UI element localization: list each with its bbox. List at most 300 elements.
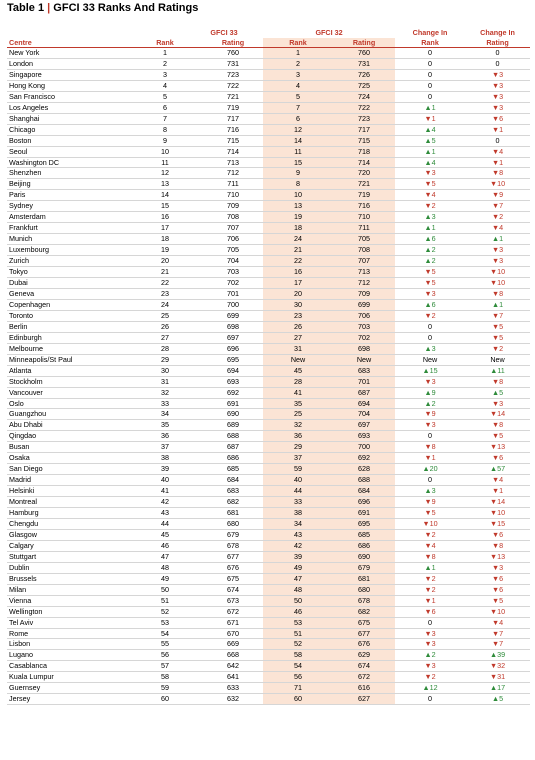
rank-32: 28 bbox=[263, 376, 333, 387]
change-rating: ▼7 bbox=[465, 201, 530, 212]
rating-32: 707 bbox=[333, 256, 395, 267]
rank-32: 29 bbox=[263, 442, 333, 453]
rank-32: 35 bbox=[263, 398, 333, 409]
rank-33: 37 bbox=[127, 442, 203, 453]
rating-33: 677 bbox=[203, 551, 263, 562]
centre-name: Milan bbox=[7, 584, 127, 595]
rating-33: 679 bbox=[203, 529, 263, 540]
header-centre: Centre bbox=[7, 38, 127, 48]
change-rank: 0 bbox=[395, 69, 465, 80]
change-rank: ▼3 bbox=[395, 420, 465, 431]
table-row bbox=[7, 409, 530, 420]
rank-32: 71 bbox=[263, 683, 333, 694]
rating-32: 672 bbox=[333, 672, 395, 683]
rating-32: 679 bbox=[333, 562, 395, 573]
table-row bbox=[7, 683, 530, 694]
rank-32: 53 bbox=[263, 617, 333, 628]
rank-32: 24 bbox=[263, 234, 333, 245]
change-rating: ▲39 bbox=[465, 650, 530, 661]
rank-33: 49 bbox=[127, 573, 203, 584]
rating-32: 716 bbox=[333, 201, 395, 212]
rating-32: 676 bbox=[333, 639, 395, 650]
centre-name: Jersey bbox=[7, 694, 127, 705]
rating-33: 695 bbox=[203, 354, 263, 365]
rank-32: 42 bbox=[263, 540, 333, 551]
table-row bbox=[7, 201, 530, 212]
change-rank: ▼5 bbox=[395, 278, 465, 289]
centre-name: Glasgow bbox=[7, 529, 127, 540]
centre-name: Minneapolis/St Paul bbox=[7, 354, 127, 365]
rating-32: 683 bbox=[333, 365, 395, 376]
rank-33: 24 bbox=[127, 299, 203, 310]
table-row bbox=[7, 69, 530, 80]
centre-name: Guernsey bbox=[7, 683, 127, 694]
change-rating: ▼10 bbox=[465, 278, 530, 289]
rank-33: 60 bbox=[127, 694, 203, 705]
rating-33: 678 bbox=[203, 540, 263, 551]
rank-33: 5 bbox=[127, 91, 203, 102]
rating-32: 693 bbox=[333, 431, 395, 442]
rank-33: 25 bbox=[127, 310, 203, 321]
rank-33: 30 bbox=[127, 365, 203, 376]
change-rank: ▼3 bbox=[395, 288, 465, 299]
rating-33: 685 bbox=[203, 464, 263, 475]
rank-32: 31 bbox=[263, 343, 333, 354]
rank-32: 22 bbox=[263, 256, 333, 267]
centre-name: Guangzhou bbox=[7, 409, 127, 420]
rank-33: 39 bbox=[127, 464, 203, 475]
rank-33: 29 bbox=[127, 354, 203, 365]
rating-32: 710 bbox=[333, 212, 395, 223]
rating-32: 682 bbox=[333, 606, 395, 617]
rating-32: 724 bbox=[333, 91, 395, 102]
change-rank: ▲4 bbox=[395, 124, 465, 135]
change-rating: ▼10 bbox=[465, 179, 530, 190]
change-rating: ▼7 bbox=[465, 310, 530, 321]
rating-32: 722 bbox=[333, 102, 395, 113]
change-rank: ▼3 bbox=[395, 168, 465, 179]
rank-32: 15 bbox=[263, 157, 333, 168]
rank-32: 1 bbox=[263, 48, 333, 59]
change-rank: ▼1 bbox=[395, 595, 465, 606]
change-rating: ▼8 bbox=[465, 376, 530, 387]
rank-33: 59 bbox=[127, 683, 203, 694]
rating-32: 629 bbox=[333, 650, 395, 661]
rank-32: 21 bbox=[263, 245, 333, 256]
rank-33: 42 bbox=[127, 497, 203, 508]
table-title-text: GFCI 33 Ranks And Ratings bbox=[53, 2, 199, 14]
change-rank: ▲3 bbox=[395, 486, 465, 497]
table-row bbox=[7, 486, 530, 497]
change-rank: ▼10 bbox=[395, 518, 465, 529]
table-row bbox=[7, 267, 530, 278]
table-row bbox=[7, 672, 530, 683]
centre-name: Frankfurt bbox=[7, 223, 127, 234]
change-rank: 0 bbox=[395, 431, 465, 442]
centre-name: Lugano bbox=[7, 650, 127, 661]
rank-33: 19 bbox=[127, 245, 203, 256]
rank-32: 26 bbox=[263, 321, 333, 332]
change-rank: ▼2 bbox=[395, 310, 465, 321]
rating-32: 694 bbox=[333, 398, 395, 409]
header-rating32: Rating bbox=[333, 38, 395, 48]
change-rank: ▲1 bbox=[395, 562, 465, 573]
rating-33: 716 bbox=[203, 124, 263, 135]
rank-33: 50 bbox=[127, 584, 203, 595]
change-rank: ▼4 bbox=[395, 190, 465, 201]
change-rating: ▼6 bbox=[465, 113, 530, 124]
table-row bbox=[7, 278, 530, 289]
rank-32: 40 bbox=[263, 475, 333, 486]
centre-name: Kuala Lumpur bbox=[7, 672, 127, 683]
rank-33: 13 bbox=[127, 179, 203, 190]
rank-32: 44 bbox=[263, 486, 333, 497]
rating-33: 714 bbox=[203, 146, 263, 157]
rank-32: 10 bbox=[263, 190, 333, 201]
change-rank: 0 bbox=[395, 332, 465, 343]
change-rank: ▼2 bbox=[395, 584, 465, 595]
change-rating: ▼3 bbox=[465, 69, 530, 80]
header-rating33: Rating bbox=[203, 38, 263, 48]
rank-33: 22 bbox=[127, 278, 203, 289]
change-rating: ▼3 bbox=[465, 562, 530, 573]
rating-32: 616 bbox=[333, 683, 395, 694]
rating-33: 676 bbox=[203, 562, 263, 573]
change-rating: ▼1 bbox=[465, 486, 530, 497]
header-rank33: Rank bbox=[127, 38, 203, 48]
rank-33: 34 bbox=[127, 409, 203, 420]
rank-32: 59 bbox=[263, 464, 333, 475]
rank-33: 52 bbox=[127, 606, 203, 617]
change-rank: ▲15 bbox=[395, 365, 465, 376]
centre-name: New York bbox=[7, 48, 127, 59]
table-row bbox=[7, 420, 530, 431]
rank-32: 47 bbox=[263, 573, 333, 584]
rank-33: 12 bbox=[127, 168, 203, 179]
change-rating: ▲57 bbox=[465, 464, 530, 475]
rating-33: 704 bbox=[203, 256, 263, 267]
rank-32: 39 bbox=[263, 551, 333, 562]
change-rank: ▼5 bbox=[395, 179, 465, 190]
change-rank: ▲3 bbox=[395, 212, 465, 223]
centre-name: Oslo bbox=[7, 398, 127, 409]
centre-name: Berlin bbox=[7, 321, 127, 332]
centre-name: Boston bbox=[7, 135, 127, 146]
rating-33: 682 bbox=[203, 497, 263, 508]
change-rating: ▼10 bbox=[465, 267, 530, 278]
table-row bbox=[7, 387, 530, 398]
rating-32: 674 bbox=[333, 661, 395, 672]
rating-33: 717 bbox=[203, 113, 263, 124]
rank-32: New bbox=[263, 354, 333, 365]
rating-32: 708 bbox=[333, 245, 395, 256]
table-row bbox=[7, 508, 530, 519]
rating-32: 627 bbox=[333, 694, 395, 705]
change-rank: ▼5 bbox=[395, 508, 465, 519]
centre-name: Stockholm bbox=[7, 376, 127, 387]
centre-name: Busan bbox=[7, 442, 127, 453]
table-row bbox=[7, 91, 530, 102]
centre-name: Shenzhen bbox=[7, 168, 127, 179]
centre-name: San Francisco bbox=[7, 91, 127, 102]
table-row bbox=[7, 464, 530, 475]
rank-33: 14 bbox=[127, 190, 203, 201]
table-row bbox=[7, 124, 530, 135]
rank-32: 25 bbox=[263, 409, 333, 420]
change-rating: ▼8 bbox=[465, 168, 530, 179]
centre-name: Singapore bbox=[7, 69, 127, 80]
table-row bbox=[7, 113, 530, 124]
rank-32: 3 bbox=[263, 69, 333, 80]
rank-32: 52 bbox=[263, 639, 333, 650]
rank-33: 3 bbox=[127, 69, 203, 80]
rating-33: 673 bbox=[203, 595, 263, 606]
change-rating: ▼3 bbox=[465, 245, 530, 256]
header-gfci32: GFCI 32 bbox=[315, 28, 343, 37]
rating-33: 711 bbox=[203, 179, 263, 190]
rating-33: 722 bbox=[203, 80, 263, 91]
change-rating: ▼13 bbox=[465, 442, 530, 453]
table-row bbox=[7, 168, 530, 179]
rank-33: 27 bbox=[127, 332, 203, 343]
change-rank: ▼2 bbox=[395, 573, 465, 584]
change-rating: ▼7 bbox=[465, 639, 530, 650]
rank-32: 17 bbox=[263, 278, 333, 289]
rating-33: 675 bbox=[203, 573, 263, 584]
header-rank-sub: Rank bbox=[395, 38, 465, 48]
rank-33: 58 bbox=[127, 672, 203, 683]
rating-33: 642 bbox=[203, 661, 263, 672]
change-rank: ▲6 bbox=[395, 234, 465, 245]
rating-33: 713 bbox=[203, 157, 263, 168]
rating-33: 721 bbox=[203, 91, 263, 102]
header-blank bbox=[7, 27, 127, 38]
rank-33: 35 bbox=[127, 420, 203, 431]
table-row bbox=[7, 310, 530, 321]
rating-32: 709 bbox=[333, 288, 395, 299]
change-rating: ▼8 bbox=[465, 288, 530, 299]
rating-33: 702 bbox=[203, 278, 263, 289]
rating-33: 723 bbox=[203, 69, 263, 80]
header-rank32: Rank bbox=[263, 38, 333, 48]
change-rating: ▼14 bbox=[465, 409, 530, 420]
table-row bbox=[7, 365, 530, 376]
change-rank: ▲1 bbox=[395, 146, 465, 157]
change-rating: ▲17 bbox=[465, 683, 530, 694]
header-gfci33: GFCI 33 bbox=[210, 28, 238, 37]
rating-33: 684 bbox=[203, 475, 263, 486]
table-row bbox=[7, 595, 530, 606]
table-row bbox=[7, 376, 530, 387]
rank-33: 6 bbox=[127, 102, 203, 113]
rating-33: 709 bbox=[203, 201, 263, 212]
rating-32: 717 bbox=[333, 124, 395, 135]
centre-name: Toronto bbox=[7, 310, 127, 321]
centre-name: Helsinki bbox=[7, 486, 127, 497]
rank-33: 46 bbox=[127, 540, 203, 551]
table-row bbox=[7, 135, 530, 146]
centre-name: Stuttgart bbox=[7, 551, 127, 562]
rank-33: 32 bbox=[127, 387, 203, 398]
change-rank: ▼3 bbox=[395, 661, 465, 672]
rank-33: 23 bbox=[127, 288, 203, 299]
rank-33: 45 bbox=[127, 529, 203, 540]
change-rating: ▼4 bbox=[465, 223, 530, 234]
change-rank: New bbox=[395, 354, 465, 365]
change-rank: ▼2 bbox=[395, 529, 465, 540]
rating-32: 687 bbox=[333, 387, 395, 398]
change-rank: ▼1 bbox=[395, 453, 465, 464]
rank-32: 16 bbox=[263, 267, 333, 278]
table-row bbox=[7, 245, 530, 256]
rating-32: 699 bbox=[333, 299, 395, 310]
rank-32: 51 bbox=[263, 628, 333, 639]
table-row bbox=[7, 321, 530, 332]
rank-32: 54 bbox=[263, 661, 333, 672]
rating-33: 672 bbox=[203, 606, 263, 617]
rating-33: 707 bbox=[203, 223, 263, 234]
change-rating: ▼4 bbox=[465, 617, 530, 628]
change-rank: ▼2 bbox=[395, 201, 465, 212]
change-rank: ▲3 bbox=[395, 343, 465, 354]
centre-name: Zurich bbox=[7, 256, 127, 267]
rating-33: 690 bbox=[203, 409, 263, 420]
rating-32: 705 bbox=[333, 234, 395, 245]
rank-33: 43 bbox=[127, 508, 203, 519]
rating-32: 719 bbox=[333, 190, 395, 201]
change-rating: ▼13 bbox=[465, 551, 530, 562]
table-row bbox=[7, 617, 530, 628]
centre-name: Montreal bbox=[7, 497, 127, 508]
rank-32: 43 bbox=[263, 529, 333, 540]
change-rating: ▼5 bbox=[465, 321, 530, 332]
rank-33: 38 bbox=[127, 453, 203, 464]
table-row bbox=[7, 58, 530, 69]
rating-33: 680 bbox=[203, 518, 263, 529]
rating-33: 701 bbox=[203, 288, 263, 299]
table-label: Table 1 bbox=[7, 2, 45, 14]
rank-32: 48 bbox=[263, 584, 333, 595]
rating-32: 731 bbox=[333, 58, 395, 69]
rank-32: 34 bbox=[263, 518, 333, 529]
rating-32: 677 bbox=[333, 628, 395, 639]
table-row bbox=[7, 584, 530, 595]
change-rating: ▼6 bbox=[465, 453, 530, 464]
centre-name: Hamburg bbox=[7, 508, 127, 519]
change-rating: 0 bbox=[465, 48, 530, 59]
rank-33: 53 bbox=[127, 617, 203, 628]
rating-32: 723 bbox=[333, 113, 395, 124]
centre-name: Copenhagen bbox=[7, 299, 127, 310]
table-row bbox=[7, 431, 530, 442]
rank-32: 7 bbox=[263, 102, 333, 113]
table-row bbox=[7, 628, 530, 639]
rank-32: 50 bbox=[263, 595, 333, 606]
table-row bbox=[7, 256, 530, 267]
change-rating: 0 bbox=[465, 58, 530, 69]
rating-33: 731 bbox=[203, 58, 263, 69]
rating-33: 693 bbox=[203, 376, 263, 387]
change-rank: ▲2 bbox=[395, 245, 465, 256]
table-row bbox=[7, 343, 530, 354]
rank-33: 40 bbox=[127, 475, 203, 486]
rating-33: 683 bbox=[203, 486, 263, 497]
rank-32: 56 bbox=[263, 672, 333, 683]
rating-32: 691 bbox=[333, 508, 395, 519]
rating-32: 715 bbox=[333, 135, 395, 146]
table-row bbox=[7, 190, 530, 201]
rank-33: 57 bbox=[127, 661, 203, 672]
change-rating: ▼6 bbox=[465, 584, 530, 595]
change-rank: ▲1 bbox=[395, 102, 465, 113]
change-rating: ▲5 bbox=[465, 387, 530, 398]
rating-33: 641 bbox=[203, 672, 263, 683]
change-rating: ▼3 bbox=[465, 256, 530, 267]
rating-32: 628 bbox=[333, 464, 395, 475]
rating-32: 721 bbox=[333, 179, 395, 190]
centre-name: Sydney bbox=[7, 201, 127, 212]
change-rating: ▼8 bbox=[465, 540, 530, 551]
rating-33: 697 bbox=[203, 332, 263, 343]
table-row bbox=[7, 354, 530, 365]
rank-33: 7 bbox=[127, 113, 203, 124]
rank-32: 11 bbox=[263, 146, 333, 157]
rating-32: 701 bbox=[333, 376, 395, 387]
rank-33: 18 bbox=[127, 234, 203, 245]
rating-32: New bbox=[333, 354, 395, 365]
rating-32: 696 bbox=[333, 497, 395, 508]
rank-33: 26 bbox=[127, 321, 203, 332]
rating-32: 690 bbox=[333, 551, 395, 562]
change-rank: ▼9 bbox=[395, 497, 465, 508]
centre-name: Tel Aviv bbox=[7, 617, 127, 628]
table-row bbox=[7, 540, 530, 551]
table-row bbox=[7, 562, 530, 573]
rank-33: 9 bbox=[127, 135, 203, 146]
rating-33: 705 bbox=[203, 245, 263, 256]
centre-name: Casablanca bbox=[7, 661, 127, 672]
rating-33: 719 bbox=[203, 102, 263, 113]
change-rank: ▲4 bbox=[395, 157, 465, 168]
rating-33: 681 bbox=[203, 508, 263, 519]
rank-32: 6 bbox=[263, 113, 333, 124]
rank-32: 14 bbox=[263, 135, 333, 146]
rating-32: 681 bbox=[333, 573, 395, 584]
change-rating: ▼3 bbox=[465, 80, 530, 91]
rating-33: 686 bbox=[203, 453, 263, 464]
table-row bbox=[7, 146, 530, 157]
change-rating: ▼10 bbox=[465, 508, 530, 519]
change-rating: ▼5 bbox=[465, 431, 530, 442]
rating-33: 712 bbox=[203, 168, 263, 179]
rating-33: 633 bbox=[203, 683, 263, 694]
rating-32: 698 bbox=[333, 343, 395, 354]
table-row bbox=[7, 80, 530, 91]
table-row bbox=[7, 442, 530, 453]
rank-32: 46 bbox=[263, 606, 333, 617]
rank-33: 33 bbox=[127, 398, 203, 409]
rank-32: 32 bbox=[263, 420, 333, 431]
centre-name: Edinburgh bbox=[7, 332, 127, 343]
table-row bbox=[7, 606, 530, 617]
rank-33: 15 bbox=[127, 201, 203, 212]
centre-name: Vienna bbox=[7, 595, 127, 606]
change-rank: ▼3 bbox=[395, 628, 465, 639]
change-rating: ▼6 bbox=[465, 573, 530, 584]
rank-33: 10 bbox=[127, 146, 203, 157]
table-row bbox=[7, 694, 530, 705]
change-rank: ▼8 bbox=[395, 442, 465, 453]
